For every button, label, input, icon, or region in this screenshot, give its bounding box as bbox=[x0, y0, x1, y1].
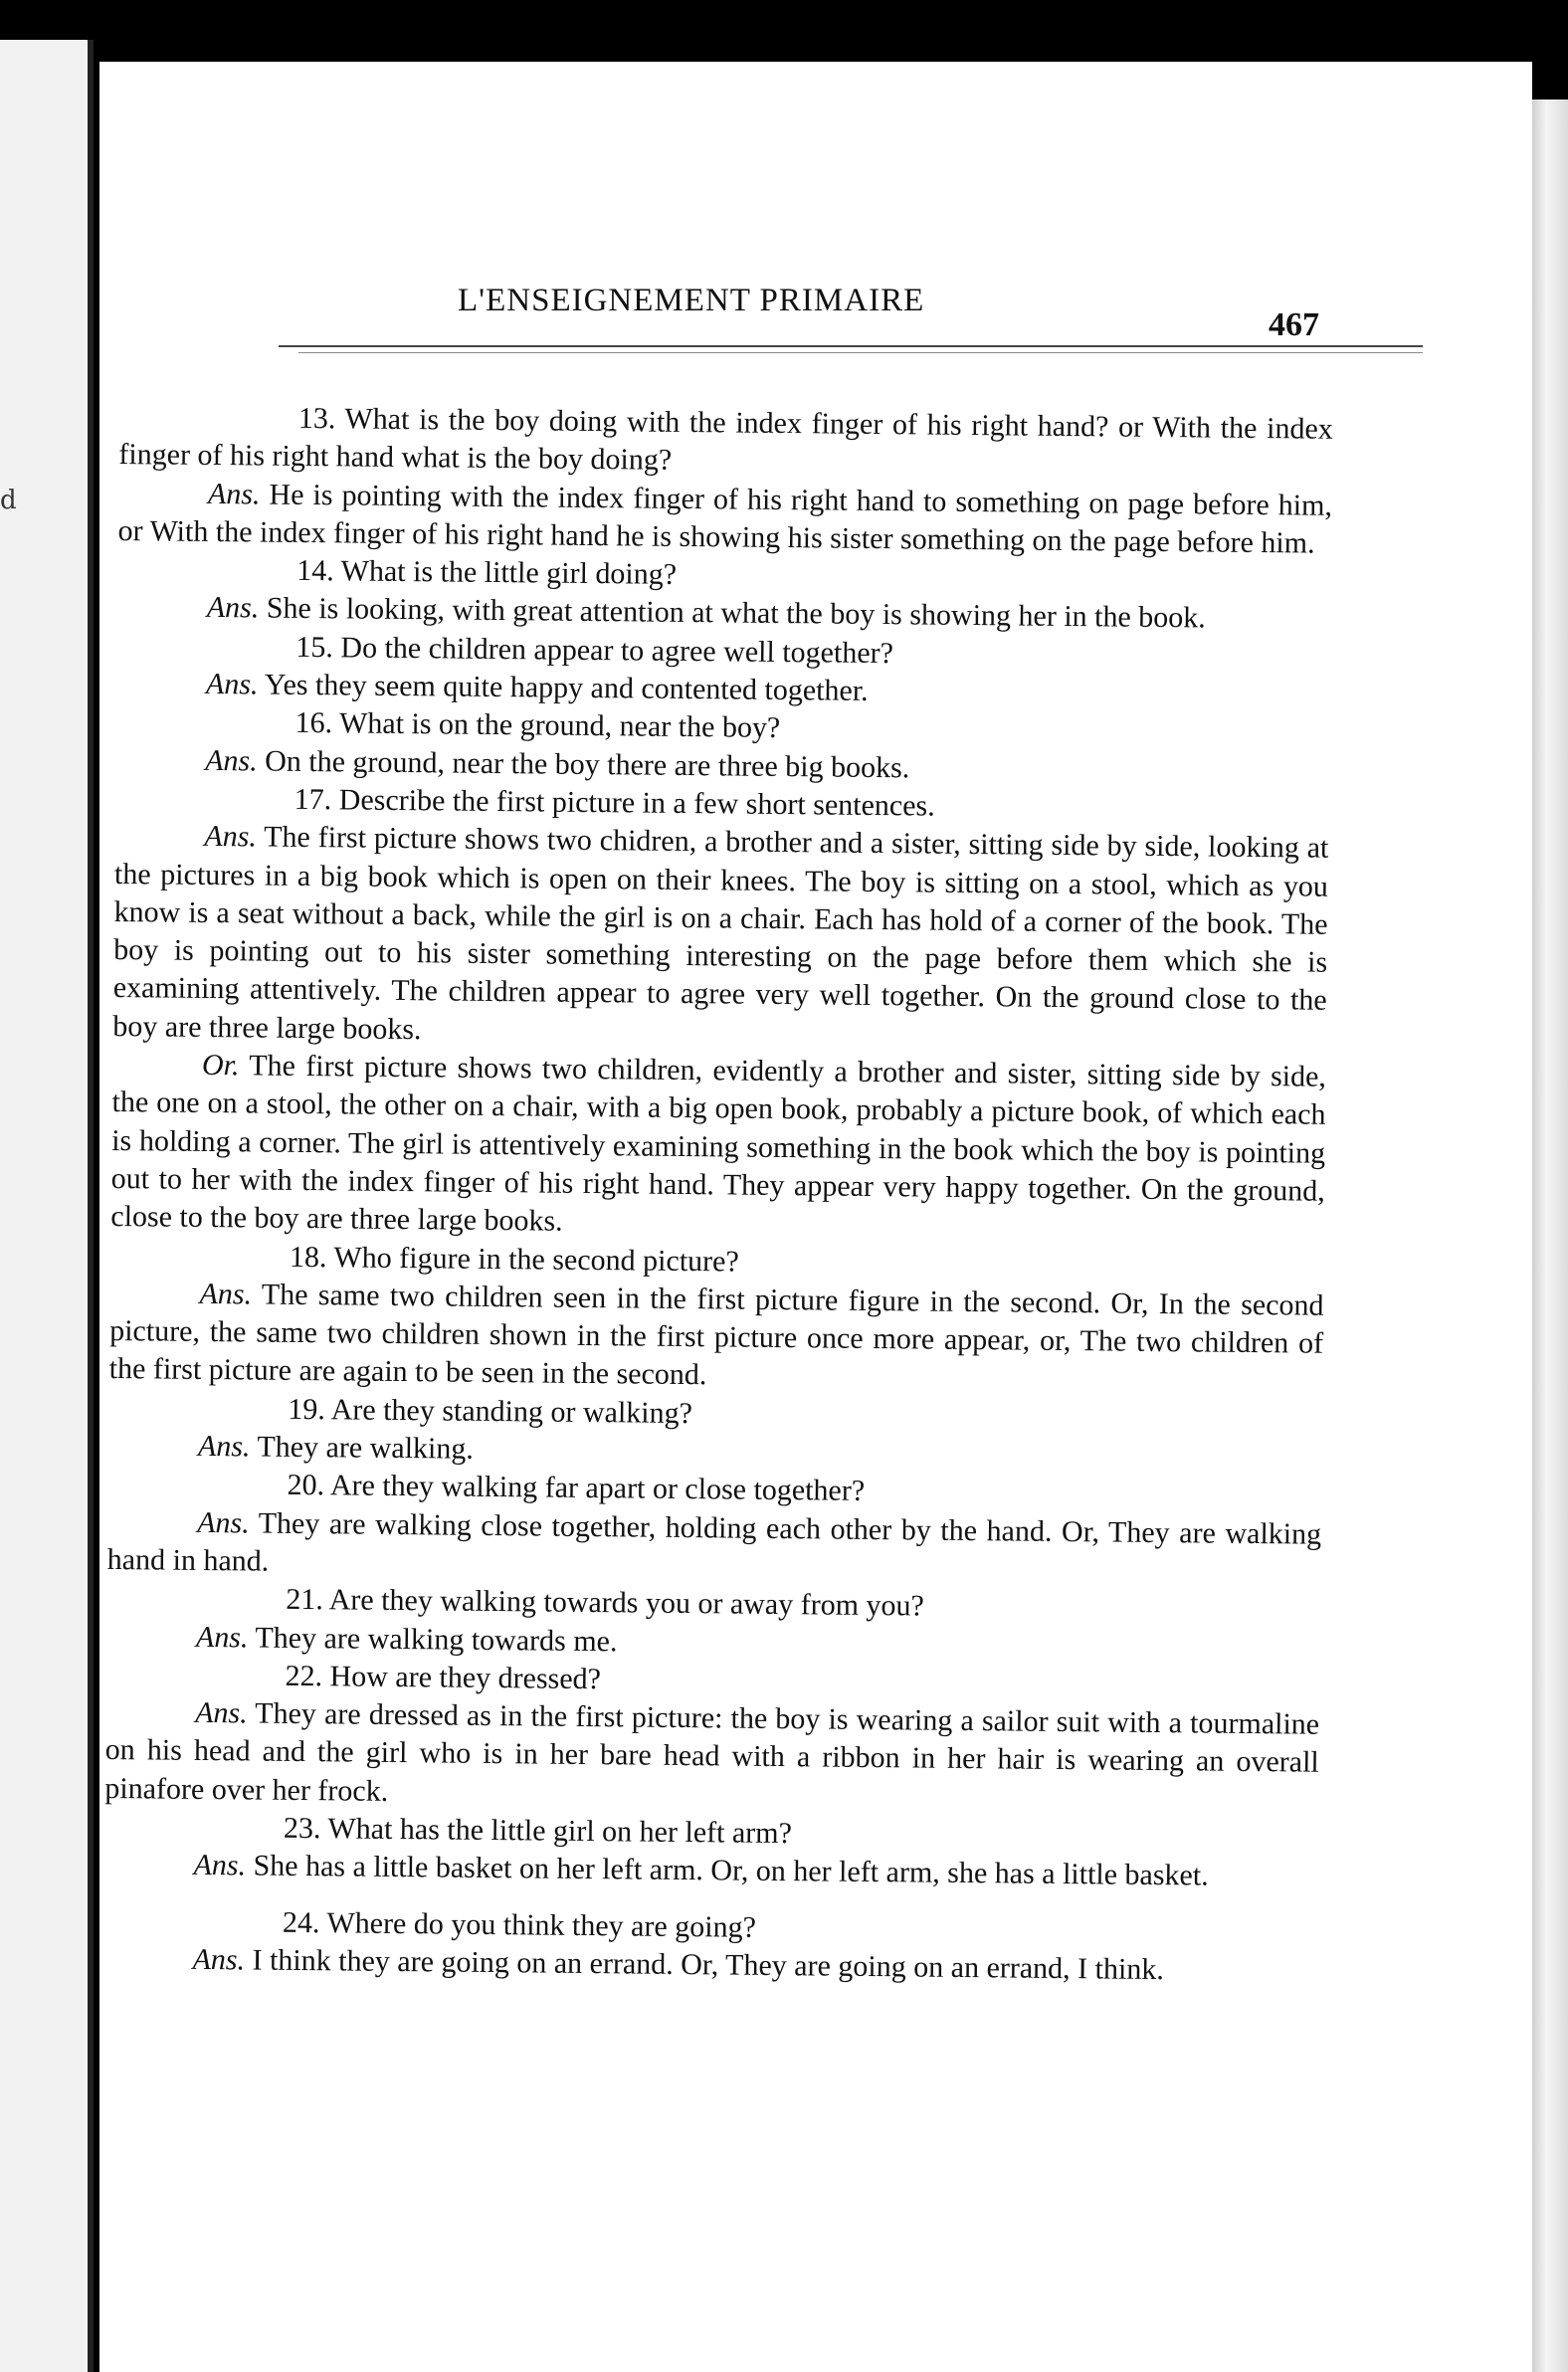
answer-label: Ans. bbox=[199, 1277, 253, 1311]
answer-label: Ans. bbox=[195, 1620, 249, 1654]
answer-paragraph bbox=[107, 1503, 1322, 1592]
header-rule-thin bbox=[298, 352, 1423, 353]
answer-text: She has a little basket on her left arm. Or, on her left arm, she has a little basket. bbox=[245, 1849, 1209, 1892]
answer-label: Ans. bbox=[192, 1942, 246, 1977]
question-text: Where do you think they are going? bbox=[319, 1905, 757, 1944]
question-text: What has the little girl on her left arm? bbox=[320, 1812, 793, 1851]
question-number: 20. bbox=[287, 1469, 325, 1502]
question-text: Are they standing or walking? bbox=[324, 1392, 693, 1430]
answer-text: They are walking close together, holding each other by the hand. Or, They are walking hand in hand. bbox=[106, 1506, 1322, 1578]
question-number: 14. bbox=[296, 554, 334, 588]
answer-paragraph bbox=[117, 475, 1332, 563]
question-text: How are they dressed? bbox=[321, 1660, 602, 1695]
answer-label: Ans. bbox=[205, 668, 259, 701]
answer-text: They are walking. bbox=[250, 1430, 475, 1466]
answer-text: The first picture shows two chidren, a brother and a sister, sitting side by side, looking at the pictures in a big book which is open on their knees. The boy is sitting on a stool, which as you know is a seat without a back, while the girl is on a chair. Each has hold of a corner of the book. The boy is pointing out to his sister something interesting on the page before them which she is examining attentively. The children appear to agree very well together. On the ground close to the boy are three large books. bbox=[112, 820, 1329, 1046]
question-number: 18. bbox=[289, 1240, 327, 1274]
answer-label: Ans. bbox=[196, 1505, 250, 1540]
answer-label: Ans. bbox=[204, 820, 258, 854]
question-number: 13. bbox=[297, 401, 336, 436]
margin-fragment: d bbox=[0, 486, 17, 515]
question-number: 15. bbox=[295, 630, 334, 665]
answer-text: She is looking, with great attention at what the boy is showing her in the book. bbox=[259, 591, 1206, 635]
previous-page-edge bbox=[0, 40, 94, 2372]
answer-label: Ans. bbox=[193, 1849, 247, 1882]
question-number: 23. bbox=[283, 1811, 321, 1846]
answer-label: Or. bbox=[201, 1048, 240, 1083]
answer-text: On the ground, near the boy there are three big books. bbox=[257, 744, 910, 785]
answer-text: I think they are going on an errand. Or, They are going on an errand, I think. bbox=[244, 1943, 1164, 1986]
book-page bbox=[99, 62, 1532, 2372]
question-text: Are they walking far apart or close together? bbox=[323, 1469, 866, 1508]
question-number: 21. bbox=[286, 1583, 324, 1617]
answer-text: They are walking towards me. bbox=[248, 1620, 618, 1658]
answer-text: He is pointing with the index finger of his right hand to something on page before him, or With the index finger of his right hand he is showing his sister something on the page before him. bbox=[117, 478, 1333, 560]
question-text: What is the boy doing with the index finger of his right hand? or With the index finger of his right hand what is the boy doing? bbox=[118, 402, 1333, 478]
question-text: Describe the first picture in a few short sentences. bbox=[331, 783, 935, 823]
answer-paragraph bbox=[104, 1693, 1319, 1821]
answer-label: Ans. bbox=[207, 477, 261, 511]
question-number: 19. bbox=[288, 1392, 326, 1426]
answer-text: The first picture shows two children, evidently a brother and sister, sitting side by side, the one on a stool, the other on a chair, with a big open book, probably a picture book, of which each is holding a corner. The girl is attentively examining something in the book which the boy is pointing out to her with the index finger of his right hand. They appear very happy together. On the ground, close to the boy are three large books. bbox=[110, 1049, 1327, 1238]
answer-paragraph bbox=[109, 1275, 1324, 1402]
answer-text: They are dressed as in the first picture: the boy is wearing a sailor suit with a tourmaline on his head and the girl who is in her bare head with a ribbon in her hair is wearing an overall pinafore over her frock. bbox=[104, 1696, 1320, 1808]
question-text: Do the children appear to agree well together? bbox=[332, 631, 894, 670]
question-text: What is the little girl doing? bbox=[333, 554, 678, 592]
answer-label: Ans. bbox=[194, 1695, 248, 1730]
question-number: 16. bbox=[294, 706, 333, 740]
answer-paragraph bbox=[110, 1046, 1326, 1249]
running-title: L'ENSEIGNEMENT PRIMAIRE bbox=[458, 283, 925, 318]
question-paragraph bbox=[118, 398, 1333, 487]
page-body bbox=[102, 398, 1333, 1991]
question-text: Who figure in the second picture? bbox=[326, 1240, 739, 1279]
question-text: Are they walking towards you or away from you? bbox=[322, 1583, 925, 1623]
answer-text: Yes they seem quite happy and contented together. bbox=[258, 668, 869, 707]
page-number: 467 bbox=[1269, 306, 1319, 343]
header-rule bbox=[279, 345, 1423, 347]
question-text: What is on the ground, near the boy? bbox=[331, 706, 781, 745]
question-number: 24. bbox=[282, 1905, 320, 1939]
page-edge-right bbox=[1532, 99, 1568, 2372]
answer-label: Ans. bbox=[206, 591, 260, 625]
question-number: 22. bbox=[285, 1659, 323, 1693]
answer-label: Ans. bbox=[197, 1429, 251, 1464]
answer-text: The same two children seen in the first picture figure in the second. Or, In the second picture, the same two children shown in the first picture once more appear, or, The two children of the first picture are again to be seen in the second. bbox=[108, 1278, 1324, 1392]
answer-paragraph bbox=[112, 817, 1328, 1059]
question-number: 17. bbox=[294, 782, 332, 817]
answer-label: Ans. bbox=[205, 743, 258, 778]
page-header bbox=[99, 231, 1532, 343]
